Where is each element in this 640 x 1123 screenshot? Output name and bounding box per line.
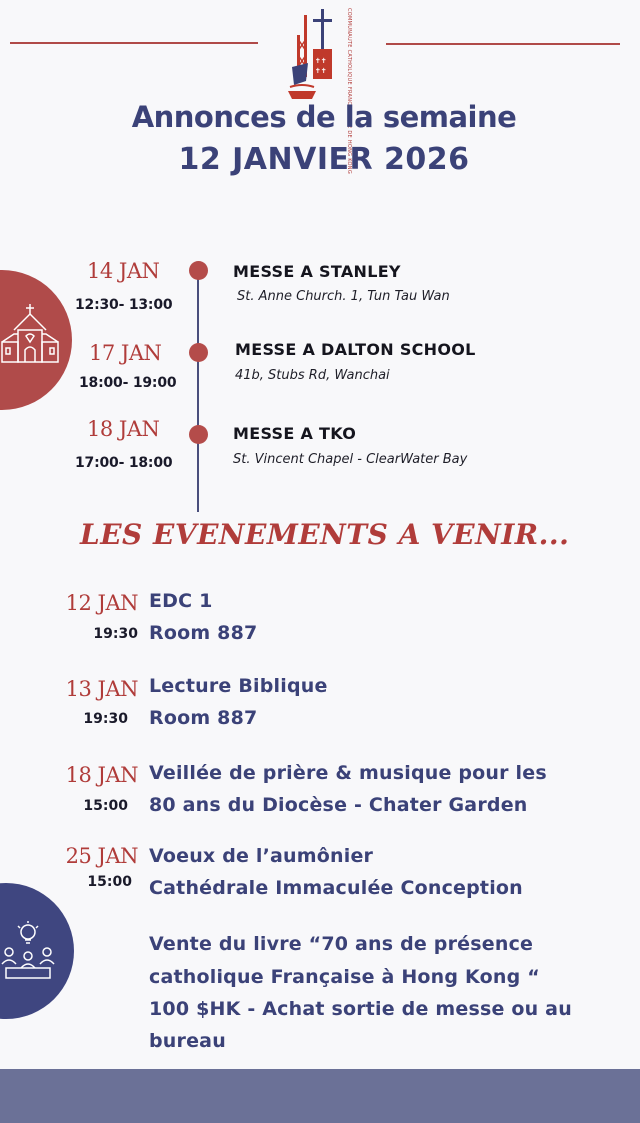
community-idea-icon <box>0 920 56 982</box>
footer-bar <box>0 1069 640 1123</box>
mass-location: St. Anne Church. 1, Tun Tau Wan <box>237 289 450 304</box>
mass-title: MESSE A STANLEY <box>233 262 401 281</box>
book-sale-line: 100 $HK - Achat sortie de messe ou au <box>149 998 572 1020</box>
mass-date: 18 JAN <box>87 417 160 441</box>
page-title: Annonces de la semaine <box>131 100 517 134</box>
book-sale-line: bureau <box>149 1030 226 1052</box>
mass-time: 12:30- 13:00 <box>75 297 173 313</box>
event-location: Room 887 <box>149 707 258 729</box>
church-icon <box>0 302 60 364</box>
logo-text: COMMUNAUTE CATHOLIQUE FRANCOPHONE DE HONG KONG <box>346 8 352 175</box>
event-time: 19:30 <box>83 711 128 727</box>
event-title: Lecture Biblique <box>149 675 328 697</box>
event-date: 25 JAN <box>65 844 138 868</box>
book-sale-line: Vente du livre “70 ans de présence <box>149 933 534 955</box>
header-divider-right <box>386 43 620 45</box>
event-title: EDC 1 <box>149 590 213 612</box>
event-date: 13 JAN <box>65 677 138 701</box>
svg-text:✝✝: ✝✝ <box>315 57 327 65</box>
event-title: Veillée de prière & musique pour les <box>149 762 547 784</box>
timeline-dot <box>189 425 208 444</box>
header-divider-left <box>10 42 258 44</box>
book-sale-line: catholique Française à Hong Kong “ <box>149 966 540 988</box>
events-heading: LES EVENEMENTS A VENIR... <box>80 518 570 551</box>
mass-date: 14 JAN <box>87 259 160 283</box>
event-time: 15:00 <box>83 798 128 814</box>
event-date: 18 JAN <box>65 763 138 787</box>
event-location: Cathédrale Immaculée Conception <box>149 877 523 899</box>
mass-time: 17:00- 18:00 <box>75 455 173 471</box>
mass-location: 41b, Stubs Rd, Wanchai <box>235 368 390 383</box>
timeline-dot <box>189 261 208 280</box>
timeline-dot <box>189 343 208 362</box>
event-title: Voeux de l’aumônier <box>149 845 374 867</box>
event-time: 15:00 <box>87 874 132 890</box>
event-location: Room 887 <box>149 622 258 644</box>
mass-title: MESSE A DALTON SCHOOL <box>235 340 476 359</box>
event-date: 12 JAN <box>65 591 138 615</box>
mass-location: St. Vincent Chapel - ClearWater Bay <box>233 452 468 467</box>
mass-time: 18:00- 19:00 <box>79 375 177 391</box>
logo <box>282 5 348 105</box>
event-location: 80 ans du Diocèse - Chater Garden <box>149 794 528 816</box>
timeline-line <box>197 268 199 512</box>
page-date: 12 JANVIER 2026 <box>178 142 470 177</box>
svg-text:✝✝: ✝✝ <box>315 67 327 75</box>
mass-title: MESSE A TKO <box>233 424 357 443</box>
mass-date: 17 JAN <box>89 341 162 365</box>
event-time: 19:30 <box>93 626 138 642</box>
